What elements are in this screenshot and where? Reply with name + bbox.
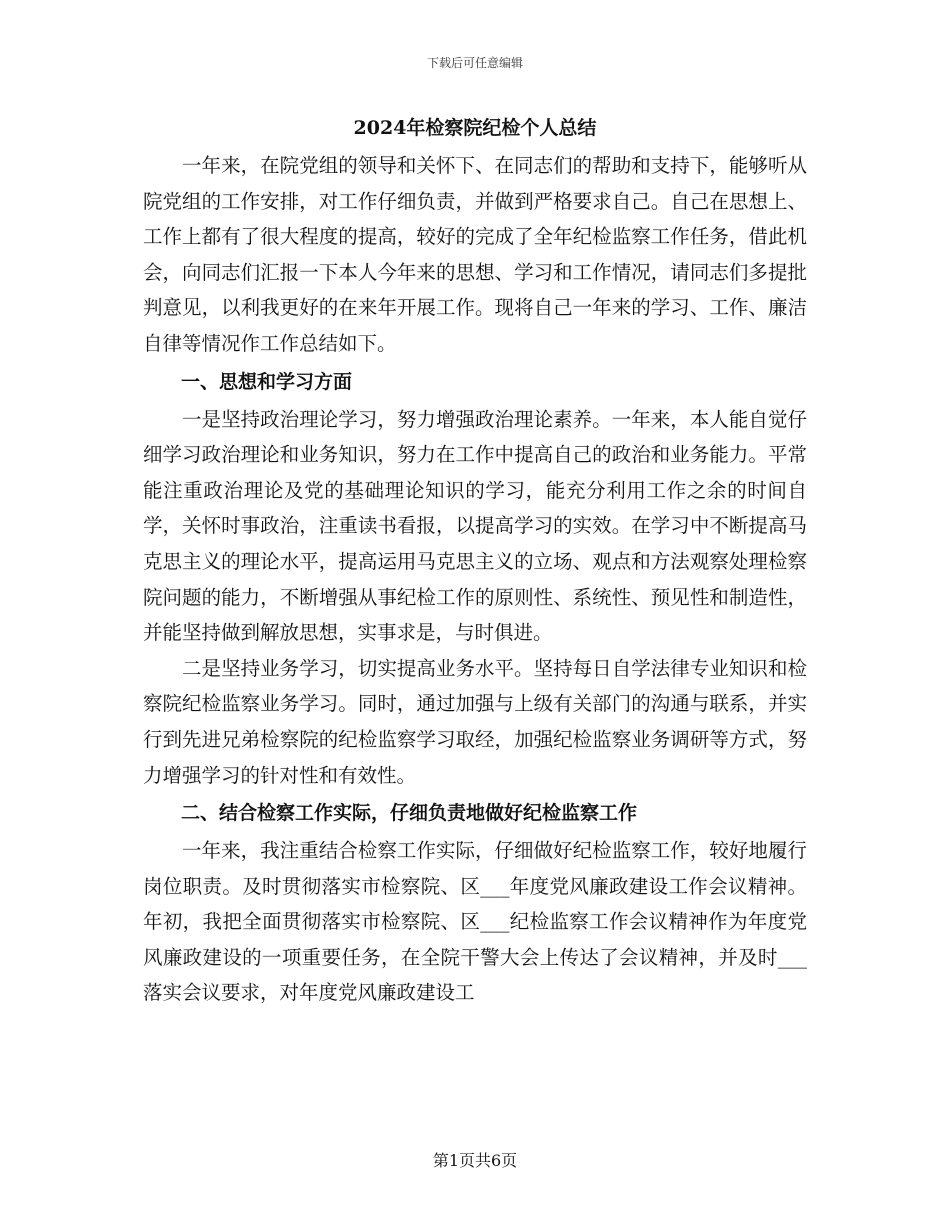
intro-paragraph: 一年来，在院党组的领导和关怀下、在同志们的帮助和支持下，能够听从院党组的工作安排，对工作仔细负责，并做到严格要求自己。自己在思想上、工作上都有了很大程度的提高，较好的完成了全年纪检监察工作任务，借此机会，向同志们汇报一下本人今年来的思想、学习和工作情况，请同志们多提批判意见，以利我更好的在来年开展工作。现将自己一年来的学习、工作、廉洁自律等情况作工作总结如下。 — [143, 154, 807, 355]
page-number: 第1页共6页 — [432, 1151, 518, 1170]
document-title: 2024年检察院纪检个人总结 — [353, 117, 597, 139]
page-header-note: 下载后可任意编辑 — [426, 56, 523, 70]
section-1-heading: 一、思想和学习方面 — [181, 370, 353, 393]
section-1-paragraph-1: 一是坚持政治理论学习，努力增强政治理论素养。一年来，本人能自觉仔细学习政治理论和业务知识，努力在工作中提高自己的政治和业务能力。平常能注重政治理论及党的基础理论知识的学习，能充分利用工作之余的时间自学，关怀时事政治，注重读书看报，以提高学习的实效。在学习中不断提高马克思主义的理论水平，提高运用马克思主义的立场、观点和方法观察处理检察院问题的能力，不断增强从事纪检工作的原则性、系统性、预见性和制造性，并能坚持做到解放思想，实事求是，与时俱进。 — [143, 407, 807, 645]
document-body — [143, 108, 807, 1011]
section-1-paragraph-2: 二是坚持业务学习，切实提高业务水平。坚持每日自学法律专业知识和检察院纪检监察业务学习。同时，通过加强与上级有关部门的沟通与联系，并实行到先进兄弟检察院的纪检监察学习取经，加强纪检监察业务调研等方式，努力增强学习的针对性和有效性。 — [143, 656, 807, 787]
section-2-heading: 二、结合检察工作实际，仔细负责地做好纪检监察工作 — [181, 802, 638, 825]
section-2-paragraph-1: 一年来，我注重结合检察工作实际，仔细做好纪检监察工作，较好地履行岗位职责。及时贯彻落实市检察院、区___年度党风廉政建设工作会议精神。年初，我把全面贯彻落实市检察院、区___纪检监察工作会议精神作为年度党风廉政建设的一项重要任务，在全院干警大会上传达了会议精神，并及时___落实会议要求，对年度党风廉政建设工 — [143, 839, 807, 1005]
